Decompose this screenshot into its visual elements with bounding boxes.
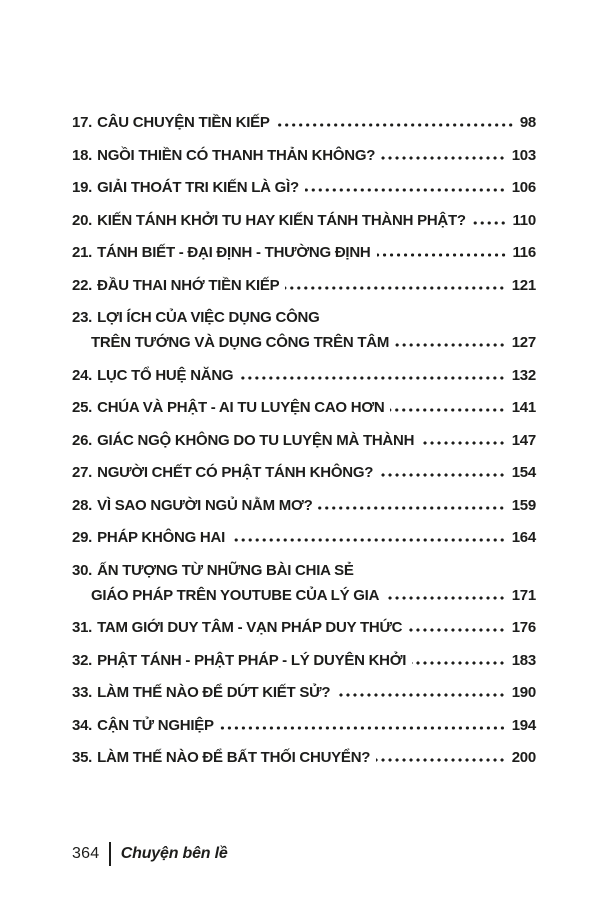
toc-entry-page: 176 [511, 619, 536, 636]
dot-leader [231, 538, 506, 542]
toc-entry-title: NGƯỜI CHẾT CÓ PHẬT TÁNH KHÔNG? [97, 464, 374, 481]
toc-entry-21 [72, 243, 536, 276]
footer-book-title: Chuyện bên lề [120, 845, 228, 862]
toc-entry-title: ĐẦU THAI NHỚ TIỀN KIẾP [97, 276, 280, 294]
toc-entry-number: 26. [72, 431, 93, 449]
toc-entry-22 [72, 276, 536, 309]
toc-entry-30-line2 [72, 586, 536, 619]
toc-entry-title: LÀM THẾ NÀO ĐỂ DỨT KIẾT SỬ? [97, 684, 331, 701]
toc-entry-page: 147 [511, 431, 536, 449]
footer-divider [109, 842, 111, 866]
toc-entry-30 [72, 561, 536, 586]
toc-entry-title: CẬN TỬ NGHIỆP [97, 716, 214, 734]
dot-leader [285, 286, 505, 290]
toc-entry-page: 127 [511, 334, 536, 351]
dot-leader [377, 253, 507, 257]
dot-leader [336, 693, 505, 697]
toc-entry-title: LỤC TỔ HUỆ NĂNG [97, 366, 234, 384]
dot-leader [390, 408, 505, 412]
toc-entry-20 [72, 211, 536, 244]
toc-entry-17 [72, 113, 536, 146]
toc-entry-title: PHẬT TÁNH - PHẬT PHÁP - LÝ DUYÊN KHỞI [97, 651, 407, 669]
dot-leader [412, 661, 505, 665]
toc-entry-23-line2 [72, 333, 536, 366]
dot-leader [420, 441, 506, 445]
toc-entry-number: 34. [72, 716, 93, 734]
dot-leader [318, 506, 505, 510]
toc-entry-page: 116 [512, 244, 536, 261]
toc-entry-29 [72, 528, 536, 561]
toc-entry-number: 29. [72, 529, 93, 546]
dot-leader [276, 123, 514, 127]
toc-entry-23 [72, 308, 536, 333]
toc-entry-19 [72, 178, 536, 211]
toc-entry-page: 132 [511, 366, 536, 384]
dot-leader [472, 221, 507, 225]
toc-entry-number: 31. [72, 619, 93, 636]
toc-entry-25 [72, 398, 536, 431]
toc-entry-title: GIÁC NGỘ KHÔNG DO TU LUYỆN MÀ THÀNH [97, 431, 415, 449]
toc-entry-28 [72, 496, 536, 529]
toc-entry-title: TÁNH BIẾT - ĐẠI ĐỊNH - THƯỜNG ĐỊNH [97, 244, 371, 261]
toc-entry-title: LÀM THẾ NÀO ĐỂ BẤT THỐI CHUYỂN? [97, 749, 371, 766]
toc-entry-page: 190 [511, 684, 536, 701]
toc-entry-number: 33. [72, 684, 93, 701]
dot-leader [385, 596, 506, 600]
toc-entry-number: 28. [72, 496, 93, 514]
toc-entry-title: PHÁP KHÔNG HAI [97, 529, 226, 546]
toc-entry-page: 141 [511, 399, 536, 416]
toc-entry-title-line2: TRÊN TƯỚNG VÀ DỤNG CÔNG TRÊN TÂM [91, 334, 390, 351]
dot-leader [305, 188, 506, 192]
toc-entry-18 [72, 146, 536, 179]
toc-entry-number: 25. [72, 399, 93, 416]
dot-leader [408, 628, 505, 632]
toc-entry-page: 103 [511, 146, 536, 164]
toc-entry-page: 171 [511, 586, 536, 604]
toc-entry-title: TAM GIỚI DUY TÂM - VẠN PHÁP DUY THỨC [97, 619, 403, 636]
toc-entry-number: 32. [72, 651, 93, 669]
toc-entry-32 [72, 651, 536, 684]
toc-entry-number: 27. [72, 464, 93, 481]
toc-entry-34 [72, 716, 536, 749]
toc-entry-page: 154 [511, 464, 536, 481]
toc-entry-31 [72, 618, 536, 651]
dot-leader [239, 376, 505, 380]
toc-entry-title: CHÚA VÀ PHẬT - AI TU LUYỆN CAO HƠN [97, 399, 385, 416]
toc-entry-page: 106 [511, 179, 536, 196]
toc-entry-number: 23. [72, 309, 93, 326]
toc-entry-26 [72, 431, 536, 464]
toc-entry-title: VÌ SAO NGƯỜI NGỦ NẰM MƠ? [97, 496, 313, 514]
page-footer [72, 842, 228, 866]
toc-entry-page: 121 [511, 276, 536, 294]
toc-entry-number: 24. [72, 366, 93, 384]
toc-entry-number: 35. [72, 749, 93, 766]
toc-entry-page: 164 [511, 529, 536, 546]
toc-entry-title: CÂU CHUYỆN TIỀN KIẾP [97, 114, 270, 131]
toc-entry-page: 98 [519, 114, 536, 131]
toc-entry-title-line2: GIÁO PHÁP TRÊN YOUTUBE CỦA LÝ GIA [91, 586, 380, 604]
toc-entry-title: GIẢI THOÁT TRI KIẾN LÀ GÌ? [97, 179, 299, 196]
toc-entry-number: 17. [72, 114, 93, 131]
footer-page-number: 364 [72, 845, 100, 862]
toc-entry-page: 110 [512, 211, 536, 229]
toc-entry-27 [72, 463, 536, 496]
toc-entry-title: ẤN TƯỢNG TỪ NHỮNG BÀI CHIA SẺ [97, 561, 354, 579]
toc-entry-page: 200 [511, 749, 536, 766]
toc-entry-page: 194 [511, 716, 536, 734]
toc-entry-number: 30. [72, 561, 93, 579]
dot-leader [376, 758, 506, 762]
toc-entry-24 [72, 366, 536, 399]
dot-leader [220, 726, 506, 730]
toc-entry-number: 18. [72, 146, 93, 164]
toc-entry-title: NGỒI THIỀN CÓ THANH THẢN KHÔNG? [97, 146, 376, 164]
toc-entry-number: 19. [72, 179, 93, 196]
toc-entry-35 [72, 748, 536, 781]
toc-entry-number: 21. [72, 244, 93, 261]
toc-entry-title: KIẾN TÁNH KHỞI TU HAY KIẾN TÁNH THÀNH PHẬT? [97, 211, 466, 229]
toc-entry-title: LỢI ÍCH CỦA VIỆC DỤNG CÔNG [97, 309, 320, 326]
dot-leader [379, 473, 506, 477]
toc-entry-number: 22. [72, 276, 93, 294]
toc-entry-page: 183 [511, 651, 536, 669]
toc-entry-33 [72, 683, 536, 716]
dot-leader [395, 343, 506, 347]
dot-leader [381, 156, 506, 160]
toc-entry-page: 159 [511, 496, 536, 514]
toc-entry-number: 20. [72, 211, 93, 229]
table-of-contents [72, 113, 536, 781]
